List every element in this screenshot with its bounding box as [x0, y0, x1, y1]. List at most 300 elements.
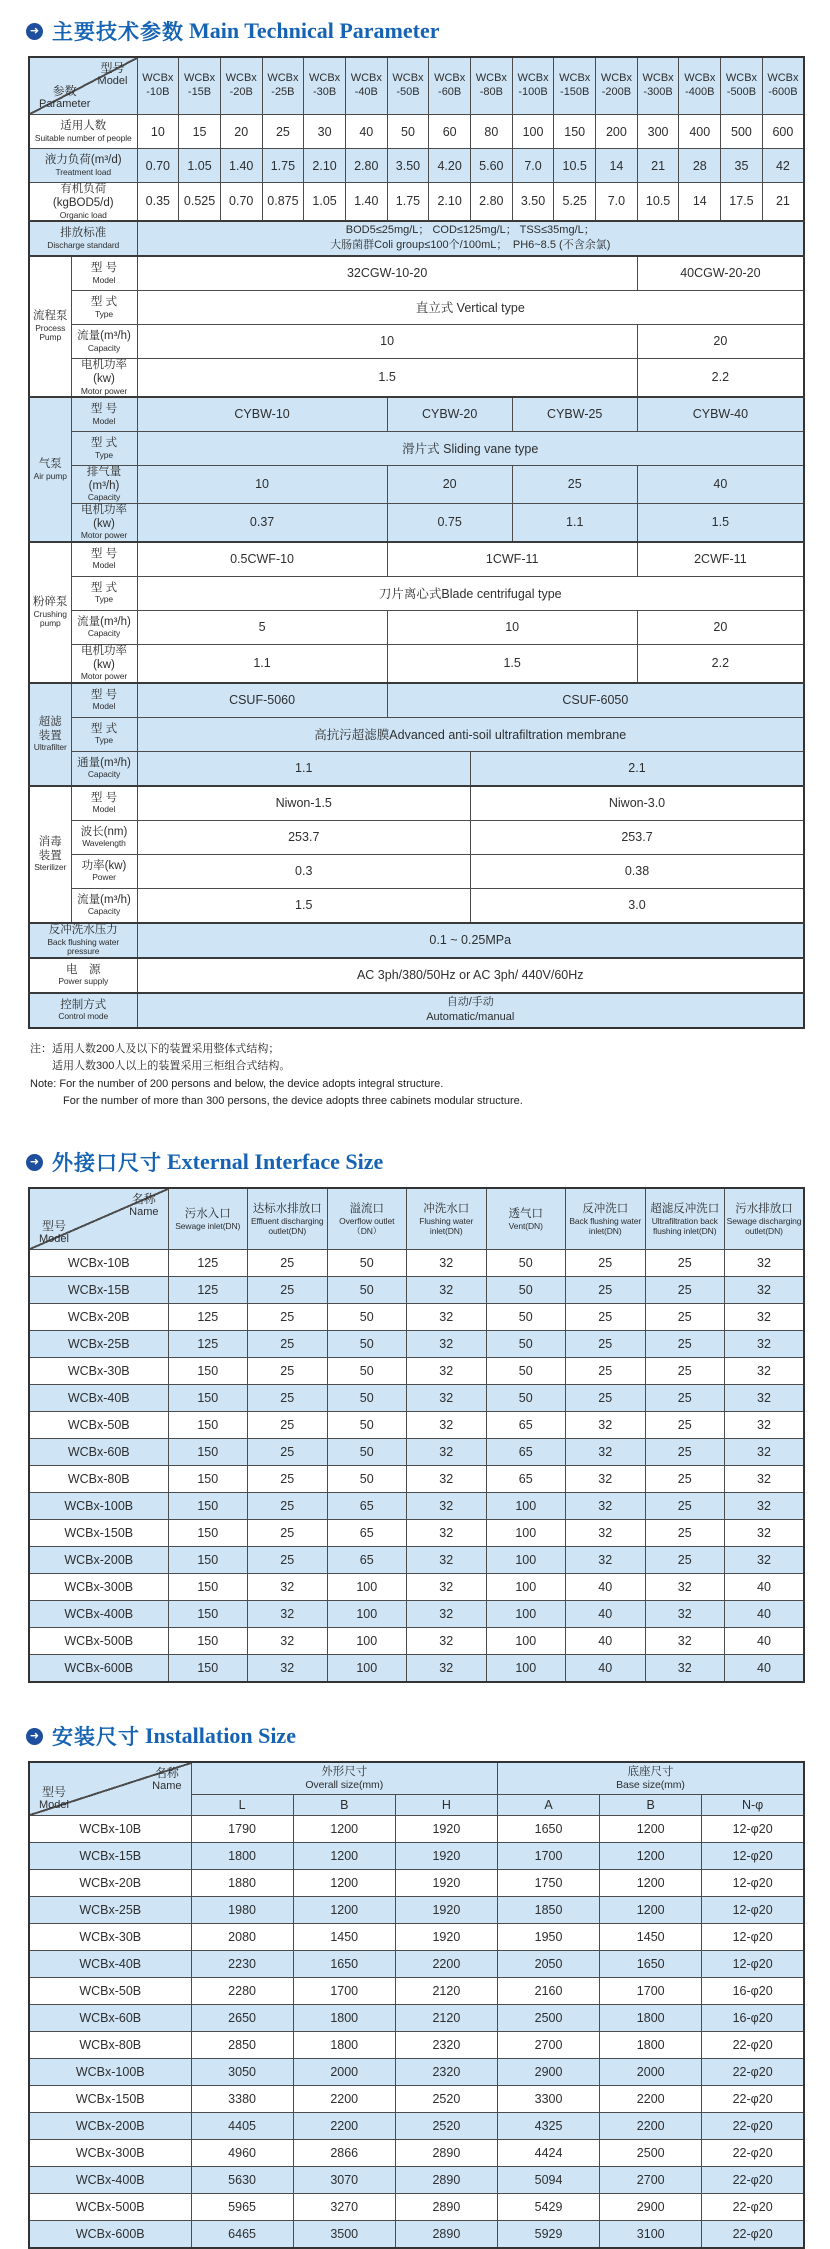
- row-label: 流量(m³/h) Capacity: [71, 888, 137, 923]
- value-cell: 32: [248, 1628, 328, 1655]
- value-cell: CSUF-5060: [137, 683, 387, 718]
- parameter-row: [29, 820, 804, 854]
- model-cell: WCBx-25B: [29, 1331, 168, 1358]
- row-label: 电机功率(kw) Motor power: [71, 644, 137, 682]
- value-cell: 2520: [395, 2086, 497, 2113]
- value-cell: 32: [725, 1412, 805, 1439]
- model-column-header: WCBx -30B: [304, 57, 346, 115]
- discharge-standard-cell: BOD5≤25mg/L； COD≤125mg/L； TSS≤35mg/L； 大肠菌群Coli group≤100个/100mL； PH6~8.5 (不含余氯): [137, 221, 804, 256]
- value-cell: 2500: [497, 2005, 599, 2032]
- value-cell: 40: [345, 115, 387, 149]
- diagonal-corner-header: 名称 Name 型号 Model: [29, 1762, 191, 1816]
- main-technical-parameter-table: [28, 56, 805, 1029]
- table-row: [29, 1951, 804, 1978]
- value-cell: 滑片式 Sliding vane type: [137, 431, 804, 465]
- value-cell: 32: [725, 1547, 805, 1574]
- model-cell: WCBx-15B: [29, 1277, 168, 1304]
- value-cell: 2890: [395, 2140, 497, 2167]
- model-cell: WCBx-100B: [29, 2059, 191, 2086]
- value-cell: 50: [327, 1331, 407, 1358]
- value-cell: 25: [248, 1493, 328, 1520]
- dimension-column-header: H: [395, 1795, 497, 1816]
- value-cell: 1.1: [137, 644, 387, 682]
- value-cell: 1700: [497, 1843, 599, 1870]
- value-cell: 5929: [497, 2221, 599, 2249]
- model-column-header: WCBx -150B: [554, 57, 596, 115]
- value-cell: 12-φ20: [702, 1951, 804, 1978]
- value-cell: 32: [407, 1385, 487, 1412]
- value-cell: 1950: [497, 1924, 599, 1951]
- model-cell: WCBx-20B: [29, 1870, 191, 1897]
- parameter-row: [29, 397, 804, 432]
- value-cell: 253.7: [137, 820, 471, 854]
- value-cell: 1920: [395, 1870, 497, 1897]
- value-cell: 100: [486, 1628, 566, 1655]
- section1-title-zh: 主要技术参数: [52, 21, 184, 44]
- value-cell: 65: [327, 1547, 407, 1574]
- value-cell: 25: [645, 1385, 725, 1412]
- value-cell: 4424: [497, 2140, 599, 2167]
- value-cell: 5.60: [471, 149, 513, 183]
- row-label: 控制方式 Control mode: [29, 993, 137, 1028]
- arrow-right-icon: ➜: [26, 1728, 43, 1745]
- value-cell: 1790: [191, 1816, 293, 1843]
- table-row: [29, 1304, 804, 1331]
- value-cell: 5: [137, 610, 387, 644]
- model-column-header: WCBx -25B: [262, 57, 304, 115]
- value-cell: 0.75: [387, 503, 512, 541]
- value-cell: 32: [725, 1250, 805, 1277]
- parameter-row: [29, 958, 804, 993]
- value-cell: 12-φ20: [702, 1870, 804, 1897]
- value-cell: 高抗污超滤膜Advanced anti-soil ultrafiltration membrane: [137, 717, 804, 751]
- value-cell: 0.37: [137, 503, 387, 541]
- value-cell: 100: [486, 1655, 566, 1683]
- value-cell: 100: [486, 1547, 566, 1574]
- value-cell: 25: [566, 1250, 646, 1277]
- row-label: 反冲洗水压力 Back flushing water pressure: [29, 923, 137, 958]
- value-cell: 1.75: [262, 149, 304, 183]
- value-cell: 32: [407, 1439, 487, 1466]
- value-cell: 253.7: [471, 820, 805, 854]
- row-label: 型 式 Type: [71, 290, 137, 324]
- value-cell: 1.5: [387, 644, 637, 682]
- value-cell: 12-φ20: [702, 1897, 804, 1924]
- discharge-standard-row: [29, 221, 804, 256]
- model-cell: WCBx-60B: [29, 1439, 168, 1466]
- dimension-column-header: L: [191, 1795, 293, 1816]
- model-cell: WCBx-20B: [29, 1304, 168, 1331]
- parameter-row: [29, 786, 804, 821]
- parameter-row: [29, 542, 804, 577]
- value-cell: 100: [486, 1520, 566, 1547]
- value-cell: 2200: [293, 2086, 395, 2113]
- parameter-row: [29, 644, 804, 682]
- value-cell: 2120: [395, 1978, 497, 2005]
- value-cell: 1920: [395, 1843, 497, 1870]
- row-label: 电机功率(kw) Motor power: [71, 358, 137, 396]
- parameter-row: [29, 503, 804, 541]
- value-cell: 12-φ20: [702, 1924, 804, 1951]
- row-label: 型 式 Type: [71, 576, 137, 610]
- value-cell: 1200: [293, 1843, 395, 1870]
- table-row: [29, 1924, 804, 1951]
- value-cell: 25: [566, 1304, 646, 1331]
- value-cell: 100: [327, 1628, 407, 1655]
- value-cell: 21: [762, 183, 804, 221]
- value-cell: 3050: [191, 2059, 293, 2086]
- column-header: 透气口 Vent(DN): [486, 1188, 566, 1250]
- value-cell: 150: [168, 1520, 248, 1547]
- parameter-row: [29, 290, 804, 324]
- value-cell: 50: [327, 1304, 407, 1331]
- note-line: For the number of more than 300 persons, the device adopts three cabinets modular structure.: [30, 1095, 523, 1108]
- value-cell: 150: [168, 1655, 248, 1683]
- equipment-group-label: 消毒 装置 Sterilizer: [29, 786, 71, 923]
- parameter-row: [29, 751, 804, 786]
- value-cell: 2500: [600, 2140, 702, 2167]
- value-cell: 0.1 ~ 0.25MPa: [137, 923, 804, 958]
- value-cell: 1.1: [137, 751, 471, 786]
- parameter-row: [29, 183, 804, 221]
- model-cell: WCBx-500B: [29, 1628, 168, 1655]
- value-cell: 32: [407, 1412, 487, 1439]
- value-cell: 32: [566, 1412, 646, 1439]
- value-cell: 0.3: [137, 854, 471, 888]
- value-cell: 25: [645, 1520, 725, 1547]
- column-header: 冲洗水口 Flushing water inlet(DN): [407, 1188, 487, 1250]
- parameter-row: [29, 993, 804, 1028]
- value-cell: 7.0: [596, 183, 638, 221]
- model-column-header: WCBx -20B: [220, 57, 262, 115]
- value-cell: 600: [762, 115, 804, 149]
- value-cell: 2320: [395, 2032, 497, 2059]
- value-cell: 自动/手动 Automatic/manual: [137, 993, 804, 1028]
- value-cell: 2900: [600, 2194, 702, 2221]
- row-label: 排放标准 Discharge standard: [29, 221, 137, 256]
- value-cell: 100: [327, 1655, 407, 1683]
- value-cell: 1200: [293, 1816, 395, 1843]
- value-cell: 3300: [497, 2086, 599, 2113]
- value-cell: 1650: [600, 1951, 702, 1978]
- value-cell: 1880: [191, 1870, 293, 1897]
- table-row: [29, 1978, 804, 2005]
- model-column-header: WCBx -60B: [429, 57, 471, 115]
- value-cell: 150: [168, 1439, 248, 1466]
- value-cell: 1.05: [304, 183, 346, 221]
- value-cell: 32: [566, 1520, 646, 1547]
- value-cell: 25: [645, 1304, 725, 1331]
- model-cell: WCBx-100B: [29, 1493, 168, 1520]
- value-cell: 3.50: [387, 149, 429, 183]
- model-cell: WCBx-50B: [29, 1412, 168, 1439]
- value-cell: 150: [168, 1601, 248, 1628]
- value-cell: 1800: [191, 1843, 293, 1870]
- model-cell: WCBx-10B: [29, 1250, 168, 1277]
- value-cell: 1200: [600, 1843, 702, 1870]
- value-cell: 5630: [191, 2167, 293, 2194]
- value-cell: 5429: [497, 2194, 599, 2221]
- value-cell: 22-φ20: [702, 2113, 804, 2140]
- value-cell: 50: [327, 1466, 407, 1493]
- value-cell: 10: [137, 465, 387, 503]
- value-cell: 3.0: [471, 888, 805, 923]
- value-cell: 14: [679, 183, 721, 221]
- table-row: [29, 2086, 804, 2113]
- model-column-header: WCBx -40B: [345, 57, 387, 115]
- arrow-right-icon: ➜: [26, 23, 43, 40]
- value-cell: 32: [645, 1574, 725, 1601]
- value-cell: 2700: [600, 2167, 702, 2194]
- value-cell: 1700: [293, 1978, 395, 2005]
- value-cell: 2200: [395, 1951, 497, 1978]
- model-column-header: WCBx -80B: [471, 57, 513, 115]
- value-cell: 1.40: [220, 149, 262, 183]
- row-label: 液力负荷(m³/d) Treatment load: [29, 149, 137, 183]
- value-cell: 32CGW-10-20: [137, 256, 637, 291]
- table-row: [29, 1520, 804, 1547]
- value-cell: 16-φ20: [702, 2005, 804, 2032]
- value-cell: 32: [248, 1574, 328, 1601]
- value-cell: 2280: [191, 1978, 293, 2005]
- value-cell: 10: [137, 324, 637, 358]
- value-cell: 4325: [497, 2113, 599, 2140]
- row-label: 有机负荷(kgBOD5/d) Organic load: [29, 183, 137, 221]
- datasheet-page: [0, 16, 830, 2249]
- value-cell: 50: [327, 1385, 407, 1412]
- value-cell: 42: [762, 149, 804, 183]
- table-row: [29, 1574, 804, 1601]
- value-cell: 1920: [395, 1924, 497, 1951]
- value-cell: 5094: [497, 2167, 599, 2194]
- row-label: 流量(m³/h) Capacity: [71, 324, 137, 358]
- table-row: [29, 2032, 804, 2059]
- value-cell: 25: [645, 1493, 725, 1520]
- value-cell: 7.0: [512, 149, 554, 183]
- table-row: [29, 1816, 804, 1843]
- value-cell: 32: [407, 1547, 487, 1574]
- table-row: [29, 1250, 804, 1277]
- value-cell: 刀片离心式Blade centrifugal type: [137, 576, 804, 610]
- value-cell: 1.75: [387, 183, 429, 221]
- value-cell: Niwon-1.5: [137, 786, 471, 821]
- value-cell: 40: [725, 1601, 805, 1628]
- value-cell: 1800: [293, 2032, 395, 2059]
- value-cell: 150: [168, 1358, 248, 1385]
- value-cell: 2890: [395, 2194, 497, 2221]
- model-cell: WCBx-150B: [29, 1520, 168, 1547]
- row-label: 电机功率(kw) Motor power: [71, 503, 137, 541]
- value-cell: 65: [486, 1466, 566, 1493]
- value-cell: 50: [327, 1358, 407, 1385]
- table-row: [29, 1412, 804, 1439]
- value-cell: 1.5: [137, 888, 471, 923]
- section2-title: [26, 1147, 830, 1177]
- table-row: [29, 1897, 804, 1924]
- value-cell: 4960: [191, 2140, 293, 2167]
- value-cell: 32: [407, 1628, 487, 1655]
- table-row: [29, 1843, 804, 1870]
- value-cell: 2.10: [304, 149, 346, 183]
- model-cell: WCBx-40B: [29, 1951, 191, 1978]
- section1-title-en: Main Technical Parameter: [189, 18, 440, 43]
- value-cell: 2.80: [471, 183, 513, 221]
- value-cell: 100: [327, 1574, 407, 1601]
- value-cell: 25: [645, 1439, 725, 1466]
- section2-title-en: External Interface Size: [167, 1149, 384, 1175]
- diagonal-corner-header: 型号 Model 参数 Parameter: [29, 57, 137, 115]
- value-cell: 50: [327, 1277, 407, 1304]
- value-cell: 150: [168, 1574, 248, 1601]
- column-header: 超滤反冲洗口 Ultrafiltration back flushing inlet(DN): [645, 1188, 725, 1250]
- dimension-column-header: N-φ: [702, 1795, 804, 1816]
- value-cell: 32: [407, 1574, 487, 1601]
- value-cell: 25: [262, 115, 304, 149]
- value-cell: 32: [566, 1439, 646, 1466]
- equipment-group-label: 超滤 装置 Ultrafilter: [29, 683, 71, 786]
- value-cell: 32: [725, 1331, 805, 1358]
- table-row: [29, 1547, 804, 1574]
- row-label: 电 源 Power supply: [29, 958, 137, 993]
- table-row: [29, 1655, 804, 1683]
- model-column-header: WCBx -50B: [387, 57, 429, 115]
- column-header: 反冲洗口 Back flushing water inlet(DN): [566, 1188, 646, 1250]
- model-cell: WCBx-50B: [29, 1978, 191, 2005]
- value-cell: 32: [725, 1439, 805, 1466]
- value-cell: 1200: [600, 1897, 702, 1924]
- value-cell: 125: [168, 1304, 248, 1331]
- value-cell: 2000: [293, 2059, 395, 2086]
- value-cell: 300: [637, 115, 679, 149]
- value-cell: 32: [645, 1655, 725, 1683]
- value-cell: 12-φ20: [702, 1816, 804, 1843]
- model-column-header: WCBx -10B: [137, 57, 179, 115]
- row-label: 型 号 Model: [71, 256, 137, 291]
- table-row: [29, 1493, 804, 1520]
- value-cell: 4.20: [429, 149, 471, 183]
- value-cell: 直立式 Vertical type: [137, 290, 804, 324]
- model-cell: WCBx-500B: [29, 2194, 191, 2221]
- value-cell: 28: [679, 149, 721, 183]
- size-group-header: 外形尺寸 Overall size(mm): [191, 1762, 497, 1795]
- value-cell: 3500: [293, 2221, 395, 2249]
- value-cell: 20: [637, 324, 804, 358]
- parameter-row: [29, 923, 804, 958]
- value-cell: 32: [248, 1655, 328, 1683]
- value-cell: 25: [566, 1331, 646, 1358]
- parameter-row: [29, 358, 804, 396]
- value-cell: 1700: [600, 1978, 702, 2005]
- installation-size-body: [29, 1762, 804, 2248]
- value-cell: 2866: [293, 2140, 395, 2167]
- parameter-row: [29, 610, 804, 644]
- model-column-header: WCBx -400B: [679, 57, 721, 115]
- value-cell: 25: [248, 1439, 328, 1466]
- value-cell: 1650: [497, 1816, 599, 1843]
- column-header: 污水入口 Sewage inlet(DN): [168, 1188, 248, 1250]
- value-cell: 500: [721, 115, 763, 149]
- value-cell: 100: [486, 1493, 566, 1520]
- value-cell: 40CGW-20-20: [637, 256, 804, 291]
- value-cell: 100: [486, 1574, 566, 1601]
- value-cell: 2900: [497, 2059, 599, 2086]
- table-row: [29, 1331, 804, 1358]
- table-row: [29, 1601, 804, 1628]
- group-header-row: [29, 1762, 804, 1795]
- value-cell: 2160: [497, 1978, 599, 2005]
- model-header-row: [29, 57, 804, 115]
- note-line: 适用人数300人以上的装置采用三柜组合式结构。: [30, 1060, 291, 1073]
- table-notes: [30, 1041, 830, 1111]
- value-cell: 125: [168, 1277, 248, 1304]
- value-cell: 0.875: [262, 183, 304, 221]
- model-cell: WCBx-60B: [29, 2005, 191, 2032]
- value-cell: 20: [220, 115, 262, 149]
- value-cell: 0.35: [137, 183, 179, 221]
- value-cell: 22-φ20: [702, 2194, 804, 2221]
- value-cell: 25: [248, 1250, 328, 1277]
- value-cell: 2.1: [471, 751, 805, 786]
- table-row: [29, 2113, 804, 2140]
- value-cell: 25: [645, 1331, 725, 1358]
- parameter-row: [29, 324, 804, 358]
- external-interface-size-body: [29, 1188, 804, 1682]
- value-cell: 3380: [191, 2086, 293, 2113]
- value-cell: 0.70: [220, 183, 262, 221]
- size-group-header: 底座尺寸 Base size(mm): [497, 1762, 804, 1795]
- value-cell: 1650: [293, 1951, 395, 1978]
- value-cell: 25: [645, 1358, 725, 1385]
- value-cell: 10: [137, 115, 179, 149]
- value-cell: 32: [407, 1520, 487, 1547]
- value-cell: 32: [566, 1547, 646, 1574]
- value-cell: 10.5: [554, 149, 596, 183]
- row-label: 型 号 Model: [71, 786, 137, 821]
- value-cell: 17.5: [721, 183, 763, 221]
- value-cell: 3270: [293, 2194, 395, 2221]
- model-cell: WCBx-30B: [29, 1924, 191, 1951]
- value-cell: 25: [512, 465, 637, 503]
- value-cell: 0.38: [471, 854, 805, 888]
- value-cell: 1750: [497, 1870, 599, 1897]
- value-cell: 1.1: [512, 503, 637, 541]
- value-cell: 65: [486, 1439, 566, 1466]
- parameter-row: [29, 256, 804, 291]
- table-row: [29, 2005, 804, 2032]
- value-cell: CYBW-25: [512, 397, 637, 432]
- value-cell: 25: [566, 1277, 646, 1304]
- value-cell: 150: [168, 1628, 248, 1655]
- value-cell: 50: [486, 1385, 566, 1412]
- model-column-header: WCBx -600B: [762, 57, 804, 115]
- value-cell: 32: [407, 1331, 487, 1358]
- model-cell: WCBx-600B: [29, 2221, 191, 2249]
- header-row: [29, 1188, 804, 1250]
- value-cell: 20: [387, 465, 512, 503]
- value-cell: 2120: [395, 2005, 497, 2032]
- value-cell: 40: [725, 1655, 805, 1683]
- value-cell: 2650: [191, 2005, 293, 2032]
- value-cell: 2080: [191, 1924, 293, 1951]
- value-cell: 32: [725, 1304, 805, 1331]
- value-cell: 6465: [191, 2221, 293, 2249]
- value-cell: 60: [429, 115, 471, 149]
- value-cell: 1920: [395, 1816, 497, 1843]
- value-cell: 32: [407, 1250, 487, 1277]
- value-cell: 50: [327, 1412, 407, 1439]
- value-cell: 22-φ20: [702, 2221, 804, 2249]
- value-cell: 1.5: [637, 503, 804, 541]
